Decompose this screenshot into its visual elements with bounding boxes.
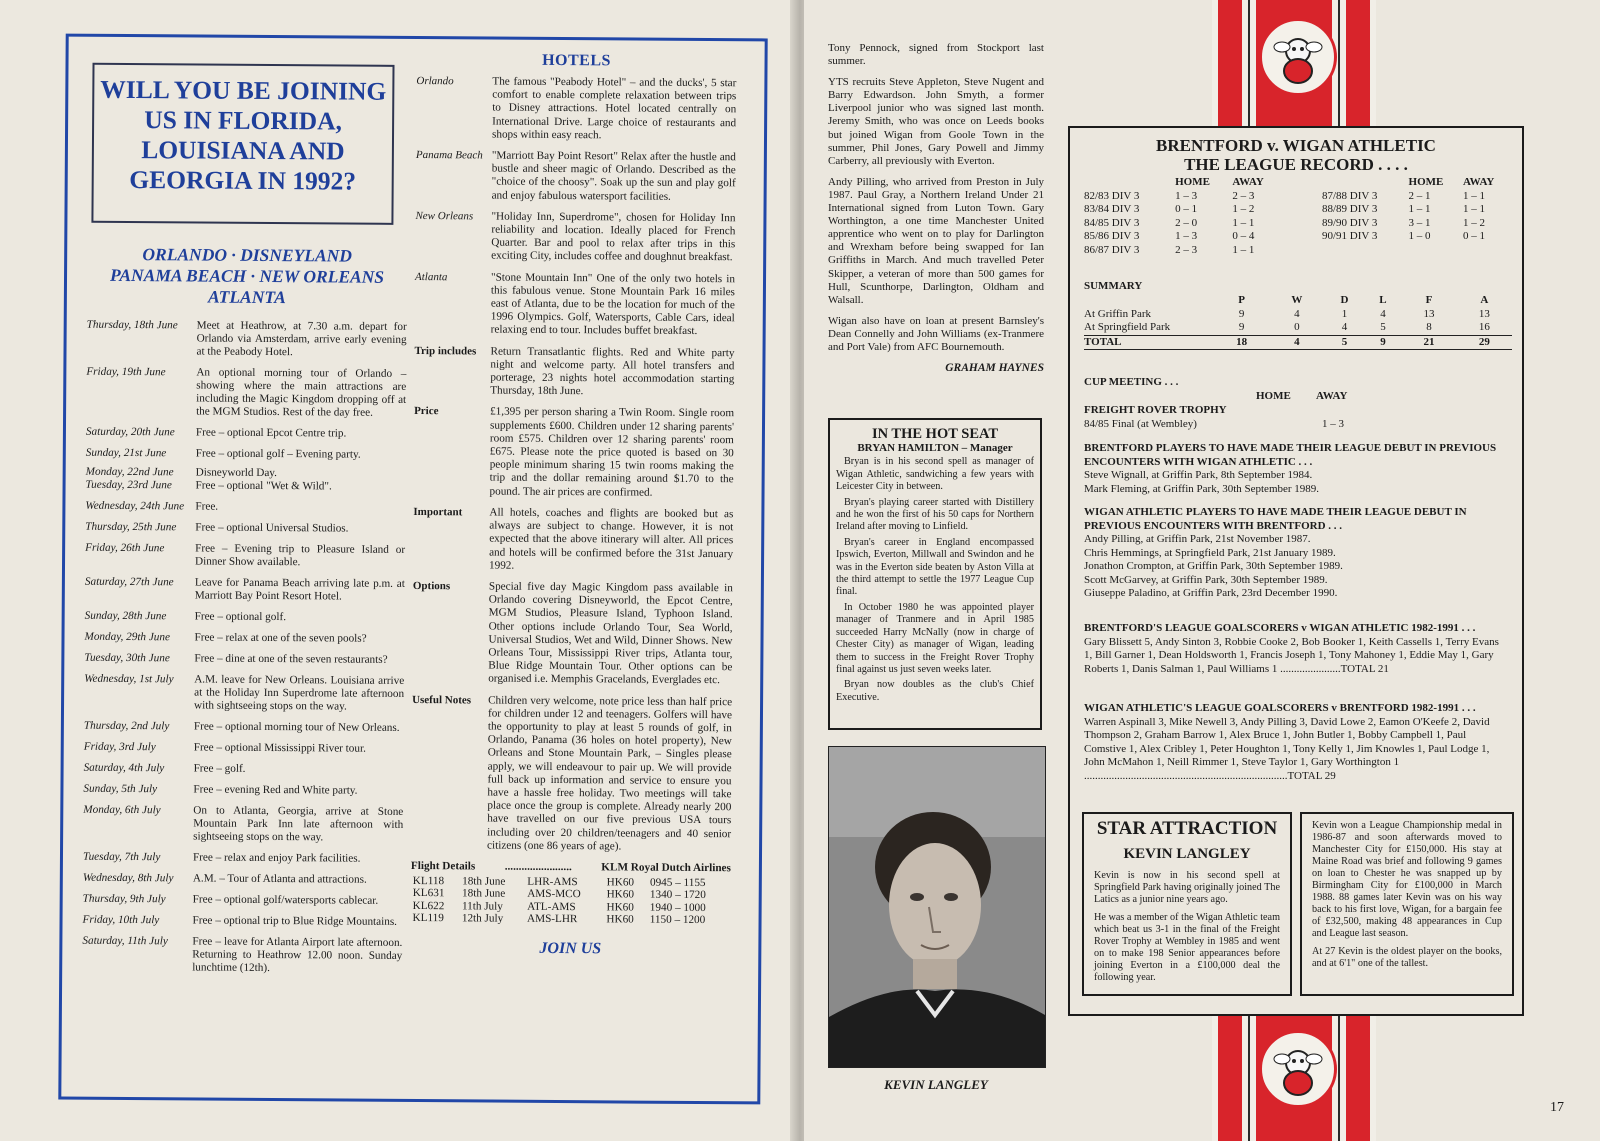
- record-cell: 1 – 1: [1462, 189, 1485, 202]
- tour-advert-frame: [58, 34, 767, 1105]
- summary-cell: 21: [1423, 335, 1435, 348]
- hotel-section-label: Trip includes: [414, 344, 477, 358]
- hot-seat-subtitle: BRYAN HAMILTON – Manager: [857, 442, 1013, 454]
- itinerary-row: [83, 783, 403, 798]
- hotel-section-label: New Orleans: [415, 209, 474, 223]
- itinerary-desc: Free – optional "Wet & Wild".: [195, 479, 332, 493]
- itinerary-day: Friday, 10th July: [82, 913, 160, 927]
- itinerary-desc: Free – Evening trip to Pleasure Island or Dinner Show available.: [195, 542, 406, 569]
- itinerary-row: [84, 741, 404, 756]
- hot-seat-paragraph: Bryan's playing career started with Distillery and he won the first of his 50 caps for Northern Ireland after moving to Linfield.: [836, 496, 1034, 533]
- record-cell: 82/83 DIV 3: [1084, 189, 1140, 202]
- itinerary-day: Sunday, 28th June: [84, 609, 167, 623]
- itinerary-row: [86, 426, 406, 441]
- debut-brentford: [1084, 442, 1504, 496]
- hotel-section-label: Panama Beach: [415, 149, 483, 162]
- record-cell: 2 – 3: [1232, 189, 1255, 202]
- itinerary-day: Sunday, 21st June: [85, 446, 167, 460]
- hotels-list: [411, 75, 736, 854]
- flight-label: Flight Details: [410, 859, 476, 873]
- summary-header: F: [1425, 294, 1433, 306]
- itinerary-row: [83, 872, 403, 887]
- scorers-wigan-title: WIGAN ATHLETIC'S LEAGUE GOALSCORERS v BRENTFORD 1982-1991 . . .: [1084, 702, 1476, 714]
- record-title-line: BRENTFORD v. WIGAN ATHLETIC: [1156, 136, 1436, 155]
- article-paragraph: Tony Pennock, signed from Stockport last summer.: [828, 42, 1044, 68]
- hotel-section-text: "Holiday Inn, Superdrome", chosen for Holiday Inn reliability and location. Ideally placed for French Quarter. Bar and pool to relax after trips in this exciting City, includes coffee and doughnut breakfast.: [491, 210, 736, 264]
- record-cell: 85/86 DIV 3: [1084, 230, 1140, 242]
- itinerary-desc: Free – optional morning tour of New Orleans.: [193, 720, 400, 734]
- summary-cell: 9: [1238, 307, 1245, 320]
- article-paragraph: YTS recruits Steve Appleton, Steve Nugent and Barry Edwardson. John Smyth, a former Liverpool junior who was signed last month. Jeremy Smith, who was once on Leeds books but joined Wigan from Goole Town in the summer, Phil Jones, Gary Powell and Jimmy Carberry, all previously with Everton.: [828, 76, 1044, 167]
- flight-cell: ATL-AMS: [527, 900, 576, 914]
- record-away-header: AWAY: [1232, 176, 1264, 188]
- flight-cell: AMS-MCO: [527, 888, 581, 901]
- flight-cell: HK60: [606, 876, 635, 889]
- record-title: [1070, 136, 1522, 174]
- summary-cell: 1: [1341, 307, 1348, 320]
- itinerary-desc: Free – optional golf.: [194, 610, 287, 624]
- debut-line: Andy Pilling, at Griffin Park, 21st November 1987.: [1084, 533, 1311, 545]
- record-cell: 1 – 1: [1462, 203, 1485, 215]
- itinerary-row: [83, 893, 403, 908]
- itinerary-day: Monday, 22nd June: [85, 465, 174, 479]
- itinerary-row: [84, 652, 404, 667]
- summary-cell: 29: [1478, 335, 1490, 348]
- itinerary-row: [85, 521, 405, 536]
- flight-cell: HK60: [606, 888, 635, 902]
- flight-cell: LHR-AMS: [527, 875, 578, 889]
- debut-line: Steve Wignall, at Griffin Park, 8th September 1984.: [1084, 469, 1313, 481]
- itinerary-row: [85, 542, 405, 570]
- bee-mascot-icon: [1259, 1030, 1337, 1108]
- itinerary-row: [85, 500, 405, 515]
- summary-label: SUMMARY: [1084, 280, 1143, 292]
- record-cell: 1 – 3: [1175, 230, 1198, 242]
- hotel-section: [416, 75, 736, 143]
- itinerary-row: [84, 762, 404, 777]
- player-photo: [828, 746, 1046, 1068]
- record-cell: 2 – 1: [1408, 189, 1431, 202]
- hot-seat-paragraph: Bryan is in his second spell as manager of Wigan Athletic, sandwiching a few years with Leicester City in between.: [836, 456, 1034, 493]
- summary-cell: 18: [1236, 335, 1248, 348]
- right-page: [804, 0, 1600, 1141]
- flight-cell: 1150 – 1200: [649, 914, 706, 927]
- itinerary-day: Saturday, 20th June: [85, 425, 175, 439]
- summary-cell: At Springfield Park: [1084, 321, 1171, 333]
- star-paragraph: Kevin is now in his second spell at Springfield Park having originally joined The Latics as a junior nine years ago.: [1094, 870, 1280, 905]
- bee-mascot-icon: [1259, 18, 1337, 96]
- itinerary-day: Wednesday, 24th June: [85, 499, 185, 513]
- hot-seat-title: IN THE HOT SEAT: [871, 426, 999, 442]
- record-row: [1084, 230, 1284, 244]
- hotel-section-label: Important: [413, 505, 463, 519]
- hotel-section-text: "Marriott Bay Point Resort" Relax after the hustle and bustle and sheer magic of Orlando. Described as the "choice of the choosy". Soak up the sun and play golf and enjoy fabulous watersport facilities.: [491, 149, 736, 203]
- itinerary-desc: Free – relax at one of the seven pools?: [194, 631, 367, 645]
- scorers-brentford-title: BRENTFORD'S LEAGUE GOALSCORERS v WIGAN ATHLETIC 1982-1991 . . .: [1084, 622, 1476, 634]
- hotels-title: HOTELS: [542, 51, 612, 70]
- record-cell: 88/89 DIV 3: [1322, 203, 1378, 215]
- hotel-section-label: Price: [414, 405, 439, 418]
- article-column: [828, 42, 1044, 375]
- record-row: [1322, 190, 1512, 204]
- summary-cell: 9: [1380, 335, 1386, 348]
- record-away-header: AWAY: [1462, 176, 1495, 188]
- record-header-row: [1084, 176, 1284, 190]
- record-cell: 84/85 DIV 3: [1084, 216, 1140, 229]
- record-cell: 1 – 0: [1408, 230, 1431, 242]
- itinerary-desc: Leave for Panama Beach arriving late p.m. at Marriott Bay Point Resort Hotel.: [194, 576, 405, 603]
- star-title: STAR ATTRACTION: [1096, 818, 1278, 839]
- flight-cell: KL622: [412, 899, 445, 913]
- hotel-section: [411, 694, 732, 855]
- summary-cell: At Griffin Park: [1084, 307, 1152, 320]
- record-cell: 0 – 1: [1462, 230, 1485, 242]
- itinerary-desc: Free – dine at one of the seven restaurants?: [194, 652, 388, 666]
- cup-score: 1 – 3: [1322, 418, 1344, 430]
- flight-cell: KL631: [412, 887, 445, 900]
- article-paragraph: Andy Pilling, who arrived from Preston in July 1987. Paul Gray, a Northern Ireland Under 21 International signed from Luton Town. Gary Worthington, a one time Manchester United apprentice who went on to play for Darlington and Wrexham before being swapped for Ian Griffiths in March. And much travelled Peter Skipper, a veteran of more than 500 games for Hull, Scunthorpe, Darlington, Oldham and Walsall.: [828, 175, 1044, 306]
- itinerary-desc: Free – golf.: [193, 762, 246, 775]
- flight-header: [411, 860, 731, 875]
- itinerary-desc: Meet at Heathrow, at 7.30 a.m. depart for Orlando via Amsterdam, arrive early evening at the Peabody Hotel.: [196, 319, 407, 359]
- cup-home-header: HOME: [1256, 390, 1291, 402]
- record-cell: 1 – 1: [1408, 203, 1431, 215]
- record-row: [1084, 244, 1284, 258]
- itinerary-row: [85, 610, 405, 625]
- star-paragraph: At 27 Kevin is the oldest player on the books, and at 6'1" one of the tallest.: [1312, 946, 1502, 969]
- star-attraction-box: [1082, 812, 1292, 996]
- itinerary-row: [82, 914, 402, 929]
- itinerary-desc: Free – optional golf/watersports cablecar.: [192, 893, 379, 907]
- cup-away-header: AWAY: [1316, 390, 1348, 402]
- itinerary-day: Saturday, 11th July: [82, 934, 168, 948]
- join-us-title: JOIN US: [539, 939, 602, 958]
- summary-header: A: [1480, 294, 1489, 306]
- itinerary-day: Sunday, 5th July: [83, 782, 158, 796]
- headline: WILL YOU BE JOINING US IN FLORIDA, LOUISIANA AND GEORGIA IN 1992?: [100, 74, 387, 196]
- hotel-section: [412, 580, 733, 688]
- star-attraction-continued: [1300, 812, 1514, 996]
- flight-dots: ........................: [504, 860, 572, 874]
- record-header-row: [1322, 176, 1512, 190]
- flight-airline: KLM Royal Dutch Airlines: [601, 861, 731, 875]
- itinerary-day: Friday, 26th June: [85, 541, 165, 555]
- itinerary-row: [83, 804, 403, 845]
- itinerary-row: [86, 479, 406, 494]
- summary-cell: TOTAL: [1084, 335, 1122, 348]
- record-row: [1322, 203, 1512, 217]
- summary-cell: 4: [1341, 321, 1348, 333]
- star-paragraph: Kevin won a League Championship medal in 1986-87 and soon afterwards moved to Manchester City for £150,000. His stay at Maine Road was brief and following 9 games on loan to Chester he was snapped up by Birmingham City for £100,000 in March 1988. 88 games later Kevin was on his way back to his first love, Wigan, for a bargain fee of £32,500, making 48 appearances in Cup and League last season.: [1312, 820, 1502, 939]
- flight-details: [411, 860, 731, 927]
- itinerary-desc: An optional morning tour of Orlando – showing where the main attractions are including the Magic Kingdom dropping off at the MGM Studios. Rest of the day free.: [196, 366, 407, 419]
- record-row: [1084, 203, 1284, 217]
- itinerary-desc: Free – optional golf – Evening party.: [195, 447, 361, 461]
- itinerary-desc: Free – relax and enjoy Park facilities.: [192, 851, 361, 865]
- flight-cell: 0945 – 1155: [649, 876, 706, 890]
- headline-box: [91, 63, 394, 225]
- hotel-section-label: Useful Notes: [412, 693, 472, 706]
- hotel-section-label: Atlanta: [414, 270, 448, 283]
- hotel-section-text: Return Transatlantic flights. Red and White party night and welcome party. All hotel transfers and porterage, 23 nights hotel accommodation starting Thursday, 18th June.: [490, 345, 735, 398]
- destination-line: ATLANTA: [207, 286, 286, 308]
- flight-table: [411, 875, 731, 927]
- itinerary-day: Thursday, 2nd July: [83, 719, 170, 733]
- flight-cell: 11th July: [461, 900, 503, 913]
- itinerary-row: [82, 935, 402, 976]
- article-paragraph: Wigan also have on loan at present Barnsley's Dean Connelly and John Williams (ex-Tranmere and Port Vale) from AFC Bournemouth.: [828, 314, 1044, 353]
- itinerary-day: Friday, 3rd July: [83, 740, 156, 754]
- itinerary-day: Saturday, 4th July: [83, 761, 165, 775]
- summary-header: D: [1340, 294, 1349, 306]
- record-cell: 87/88 DIV 3: [1322, 189, 1378, 202]
- summary-total-row: [1084, 335, 1512, 350]
- page-number: 17: [1550, 1100, 1564, 1115]
- summary-cell: 4: [1294, 307, 1300, 320]
- itinerary-day: Friday, 19th June: [86, 365, 166, 379]
- hotel-section: [416, 149, 736, 204]
- star-paragraph: He was a member of the Wigan Athletic team which beat us 3-1 in the final of the Freight Rover Trophy at Wembley in 1985 and went on to make 198 Senior appearances before joining Everton in a £100,000 deal the following year.: [1094, 912, 1280, 983]
- record-cell: 1 – 3: [1175, 189, 1198, 202]
- summary-cell: 5: [1380, 321, 1386, 333]
- record-cell: 1 – 1: [1232, 216, 1255, 229]
- debut-line: Jonathon Crompton, at Griffin Park, 30th September 1989.: [1084, 560, 1343, 572]
- record-cell: 0 – 1: [1175, 203, 1198, 215]
- flight-cell: 18th June: [462, 875, 506, 888]
- itinerary-day: Thursday, 25th June: [85, 520, 177, 534]
- hotel-section: [414, 345, 734, 400]
- summary-cell: 16: [1478, 321, 1490, 333]
- scorers-brentford-list: Gary Blissett 5, Andy Sinton 3, Robbie Cooke 2, Bob Booker 1, Keith Cassells 1, Terry Evans 1, Bill Garner 1, Dean Holdsworth 1, Francis Joseph 1, Tony Mahoney 1, Eddie May 1, Gary Roberts 1, Danis Salman 1, Paul Williams 1 ......................TOTAL 21: [1084, 635, 1499, 675]
- flight-cell: HK60: [606, 913, 634, 927]
- summary-cell: 13: [1423, 307, 1435, 320]
- record-cell: 83/84 DIV 3: [1084, 203, 1140, 215]
- summary-header: W: [1291, 294, 1303, 306]
- record-cell: 2 – 3: [1175, 243, 1198, 256]
- summary-cell: 0: [1294, 321, 1300, 333]
- summary-cell: 9: [1238, 321, 1245, 333]
- flight-row: [411, 912, 731, 927]
- hot-seat-box: [828, 418, 1042, 730]
- record-cell: 1 – 2: [1232, 203, 1255, 215]
- debut-line: Chris Hemmings, at Springfield Park, 21st January 1989.: [1084, 546, 1336, 559]
- debut-wigan-title: WIGAN ATHLETIC PLAYERS TO HAVE MADE THEIR LEAGUE DEBUT IN PREVIOUS ENCOUNTERS WITH BRENTFORD . . .: [1084, 506, 1467, 532]
- hotel-section: [413, 506, 733, 574]
- summary-cell: 5: [1341, 335, 1348, 348]
- itinerary-row: [83, 851, 403, 866]
- record-cell: 3 – 1: [1408, 216, 1431, 229]
- flight-cell: KL118: [412, 874, 445, 888]
- itinerary-row: [86, 366, 406, 420]
- debut-brentford-title: BRENTFORD PLAYERS TO HAVE MADE THEIR LEAGUE DEBUT IN PREVIOUS ENCOUNTERS WITH WIGAN ATHLETIC . . .: [1084, 442, 1497, 468]
- itinerary-day: Monday, 6th July: [83, 803, 161, 817]
- itinerary-desc: A.M. – Tour of Atlanta and attractions.: [192, 872, 367, 886]
- hot-seat-paragraph: Bryan's career in England encompassed Ipswich, Everton, Millwall and Swindon and he was in the Everton side beaten by Aston Villa at the third attempt to settle the 1977 League Cup final.: [836, 536, 1034, 598]
- hot-seat-paragraph: Bryan now doubles as the club's Chief Executive.: [836, 679, 1034, 703]
- itinerary-row: [85, 576, 405, 604]
- record-row: [1084, 190, 1284, 204]
- hotel-section: [415, 271, 735, 339]
- summary-cell: 8: [1426, 321, 1432, 333]
- destination-line: ORLANDO · DISNEYLAND: [142, 244, 353, 266]
- record-title-line: THE LEAGUE RECORD . . . .: [1184, 155, 1408, 174]
- summary-row: [1084, 321, 1512, 335]
- hotel-section-label: Orlando: [416, 75, 454, 88]
- flight-cell: KL119: [412, 912, 444, 925]
- hotels-column: [410, 51, 736, 959]
- itinerary-day: Wednesday, 8th July: [82, 871, 174, 885]
- itinerary-desc: Free – optional trip to Blue Ridge Mountains.: [192, 914, 398, 928]
- hotel-section: [413, 405, 734, 500]
- summary-row: [1084, 308, 1512, 322]
- flight-cell: 18th June: [462, 887, 506, 901]
- record-cell: 86/87 DIV 3: [1084, 243, 1140, 256]
- league-record-box: [1068, 126, 1524, 1016]
- itinerary-desc: Free – optional Universal Studios.: [195, 521, 349, 535]
- itinerary-day: Tuesday, 23rd June: [85, 478, 172, 492]
- flight-cell: HK60: [606, 901, 634, 914]
- flight-cell: 12th July: [461, 912, 504, 926]
- record-cell: 89/90 DIV 3: [1322, 216, 1378, 229]
- hotel-section-text: Children very welcome, note price less than half price for children under 12 and teenagers. Golfers will have the opportunity to play at least 5 rounds of golf, in Orlando, Panama (36 holes on hotel property), New Orleans and Stone Mountain Park, – Singles please apply, we will endeavour to pair up. We will provide full back up information and service to ensure you have a hassle free holiday. Two meetings will take place once the group is complete. Already nearly 200 have travelled on our five previous USA tours including over 20 children/teenagers and 40 senior citizens (one 86 years of age).: [487, 694, 733, 853]
- hotel-section-text: The famous "Peabody Hotel" – and the ducks', 5 star comfort to enable complete relaxation between trips to Disney attractions. Hotel located centrally on International Drive. Large choice of restaurants and shops within easy reach.: [491, 75, 737, 142]
- flight-cell: AMS-LHR: [527, 913, 578, 926]
- itinerary-day: Thursday, 18th June: [86, 318, 178, 332]
- article-author: GRAHAM HAYNES: [945, 362, 1044, 375]
- hot-seat-paragraph: In October 1980 he was appointed player manager of Tranmere and in April 1985 succeeded Harry McNally (now in charge of Chester City) as manager of Wigan, leading them to success in the Freight Rover Trophy final against us just seven weeks later.: [836, 601, 1034, 675]
- record-cell: 1 – 1: [1232, 243, 1255, 256]
- record-cell: 1 – 2: [1462, 216, 1485, 229]
- record-cell: 2 – 0: [1175, 216, 1198, 229]
- photo-caption: KEVIN LANGLEY: [884, 1077, 988, 1092]
- itinerary-row: [84, 720, 404, 735]
- hotel-section-text: Special five day Magic Kingdom pass available in Orlando covering Disneyworld, the Epcot Centre, MGM Studios, Pleasure Island, Typhoon Island. Other options include Orlando Tour, Sea World, Universal Studios, Wet and Wild, Dinner Shows. New Orleans Tour, Mississippi River trips, Atlanta tour, Blue Ridge Mountain Tour. Other options can be organised i.e. Memphis Gracelands, Everglades etc.: [488, 580, 733, 687]
- itinerary-day: Tuesday, 7th July: [82, 850, 161, 864]
- itinerary-day: Wednesday, 1st July: [84, 672, 174, 686]
- hotel-section: [415, 210, 735, 265]
- itinerary-desc: A.M. leave for New Orleans. Louisiana arrive at the Holiday Inn Superdrome late afternoon with sightseeing stops on the way.: [194, 673, 405, 713]
- itinerary-desc: Free – optional Mississippi River tour.: [193, 741, 366, 755]
- record-home-header: HOME: [1408, 176, 1444, 188]
- record-home-header: HOME: [1175, 176, 1210, 188]
- scorers-brentford: [1084, 622, 1504, 676]
- itinerary-day: Tuesday, 30th June: [84, 651, 170, 665]
- itinerary-desc: Free.: [195, 500, 219, 513]
- destinations: [87, 244, 407, 309]
- summary-header-row: [1084, 294, 1512, 308]
- itinerary-row: [84, 673, 404, 714]
- debut-line: Giuseppe Paladino, at Griffin Park, 23rd December 1990.: [1084, 587, 1338, 599]
- debut-wigan: [1084, 506, 1504, 601]
- hotel-section-text: All hotels, coaches and flights are booked but as always are subject to change. However, it is not expected that the above itinerary will alter. All prices and hotels will be confirmed before the 31st January 1992.: [488, 506, 734, 572]
- itinerary-row: [86, 447, 406, 462]
- hotel-section-text: £1,395 per person sharing a Twin Room. Single room supplements £600. Children under 12 sharing parents' room £575. Children over 12 sharing parents' room £675. Please note the price quoted is based on 30 people minimum sharing 15 twin rooms making the trip and the dollar remaining around $1.70 to the pound. The air prices are confirmed.: [489, 406, 735, 499]
- destination-line: PANAMA BEACH · NEW ORLEANS: [109, 264, 385, 287]
- flight-cell: 1340 – 1720: [649, 889, 706, 902]
- itinerary-desc: Disneyworld Day.: [195, 466, 278, 480]
- record-table-left: [1084, 176, 1284, 257]
- itinerary-row: [84, 631, 404, 646]
- cup-label: CUP MEETING . . .: [1084, 376, 1179, 388]
- summary-cell: 4: [1294, 335, 1300, 348]
- itinerary-day: Monday, 29th June: [84, 630, 171, 644]
- summary-table: [1084, 294, 1512, 350]
- player-portrait-icon: [829, 747, 1045, 1067]
- itinerary-row: [86, 319, 406, 360]
- record-row: [1322, 217, 1512, 231]
- summary-cell: 4: [1380, 307, 1386, 320]
- summary-header: P: [1238, 294, 1245, 306]
- hotel-section-text: "Stone Mountain Inn" One of the only two hotels in this fabulous venue. Stone Mountain Park 16 miles east of Atlanta, due to be the location for much of the 1996 Olympics. Golf, Watersports, Cable Cars, ideal relaxing end to tour. Includes buffet breakfast.: [490, 271, 736, 338]
- debut-line: Mark Fleming, at Griffin Park, 30th September 1989.: [1084, 482, 1320, 495]
- summary-header: L: [1379, 294, 1387, 306]
- debut-line: Scott McGarvey, at Griffin Park, 30th September 1989.: [1084, 573, 1328, 586]
- scorers-wigan-list: Warren Aspinall 3, Mike Newell 3, Andy Pilling 3, David Lowe 2, Eamon O'Keefe 2, David Thompson 2, Graham Barrow 1, Alex Bruce 1, John Butler 1, Bobby Campbell 1, Paul Comstive 1, Alex Cribley 1, Peter Houghton 1, Tony Kelly 1, Jim Knowles 1, Paul Lodge 1, John McMahon 1, Neill Rimmer 1, Steve Taylor 1, Gary Worthington 1 ..........................................................................TOTAL 29: [1084, 715, 1490, 782]
- itinerary-desc: Free – evening Red and White party.: [193, 783, 358, 797]
- record-table-right: [1322, 176, 1512, 244]
- record-row: [1322, 230, 1512, 244]
- summary-cell: 13: [1478, 307, 1490, 320]
- record-cell: 90/91 DIV 3: [1322, 230, 1378, 242]
- itinerary-desc: On to Atlanta, Georgia, arrive at Stone Mountain Park Inn late afternoon with sightseeing stops on the way.: [193, 804, 404, 844]
- record-row: [1084, 217, 1284, 231]
- star-name: KEVIN LANGLEY: [1123, 846, 1251, 862]
- cup-match: 84/85 Final (at Wembley): [1084, 418, 1197, 430]
- itinerary-desc: Free – optional Epcot Centre trip.: [195, 426, 347, 440]
- cup-name: FREIGHT ROVER TROPHY: [1084, 404, 1227, 416]
- scorers-wigan: [1084, 702, 1504, 783]
- flight-cell: 1940 – 1000: [649, 901, 706, 915]
- itinerary: [82, 319, 407, 976]
- hotel-section-label: Options: [412, 579, 451, 593]
- itinerary-desc: Free – leave for Atlanta Airport late afternoon. Returning to Heathrow 12.00 noon. Sunday lunchtime (12th).: [192, 935, 403, 975]
- itinerary-day: Saturday, 27th June: [84, 575, 174, 589]
- itinerary-day: Thursday, 9th July: [82, 892, 166, 906]
- record-cell: 0 – 4: [1232, 230, 1255, 242]
